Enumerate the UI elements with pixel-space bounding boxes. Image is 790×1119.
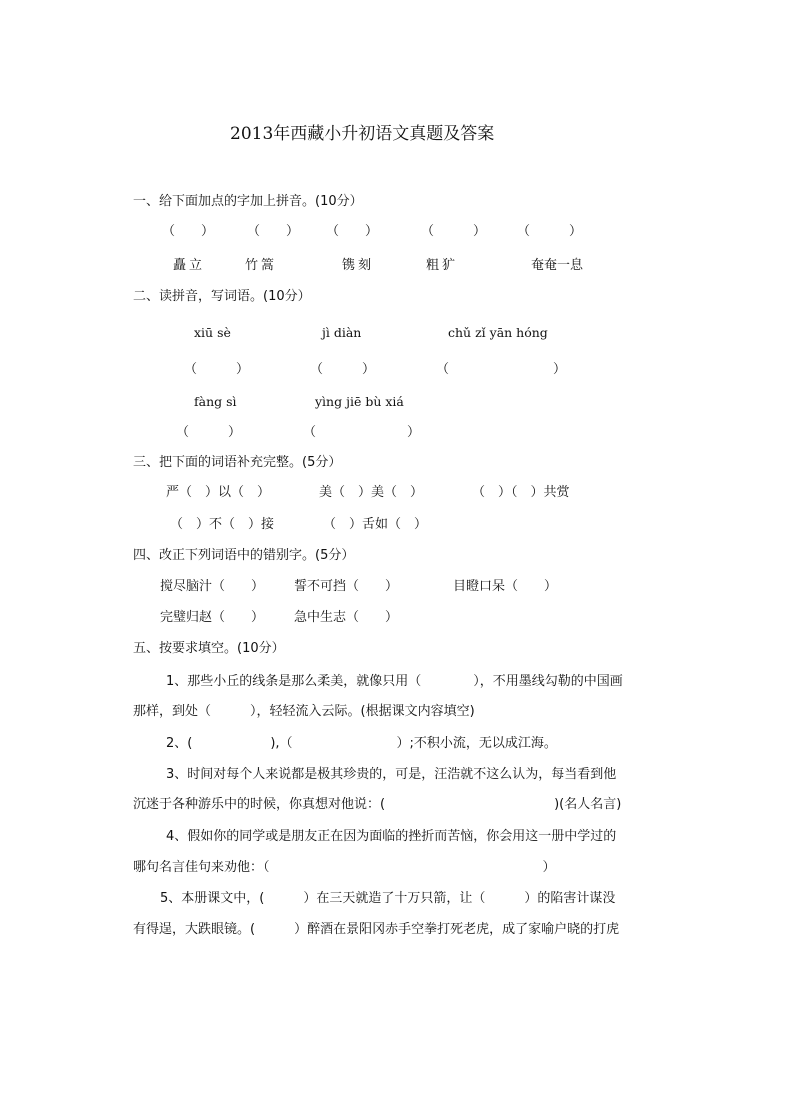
q1-blank: （ ） bbox=[247, 224, 300, 239]
q5-line: 2、( ),（ ）;不积小流，无以成江海。 bbox=[166, 736, 557, 751]
q2-blank: （ ） bbox=[310, 362, 376, 377]
q3-item: 严（ ）以（ ） bbox=[166, 485, 271, 500]
q3-item: （ ）舌如（ ） bbox=[323, 517, 428, 532]
q1-word: 矗立 bbox=[173, 258, 206, 273]
q1-blank: （ ） bbox=[517, 224, 583, 239]
q5-line: 有得逞，大跌眼镜。( ）醉酒在景阳冈赤手空拳打死老虎，成了家喻户晓的打虎 bbox=[133, 922, 620, 937]
q5-line: 1、那些小丘的线条是那么柔美，就像只用（ ），不用墨线勾勒的中国画 bbox=[166, 674, 623, 689]
q4-heading: 四、改正下列词语中的错别字。(5分） bbox=[133, 548, 355, 563]
q2-blank: （ ） bbox=[184, 362, 250, 377]
q5-line: 4、假如你的同学或是朋友正在因为面临的挫折而苦恼，你会用这一册中学过的 bbox=[166, 829, 617, 844]
q1-word: 粗犷 bbox=[426, 258, 459, 273]
q5-heading: 五、按要求填空。(10分） bbox=[133, 641, 285, 656]
q4-item: 急中生志（ ） bbox=[294, 610, 399, 625]
q4-item: 完璧归赵（ ） bbox=[160, 610, 265, 625]
q5-line: 5、本册课文中，( ）在三天就造了十万只箭，让（ ）的陷害计谋没 bbox=[160, 891, 616, 906]
q2-heading: 二、读拼音，写词语。(10分） bbox=[133, 289, 311, 304]
q1-blank: （ ） bbox=[421, 224, 487, 239]
q4-item: 目瞪口呆（ ） bbox=[453, 579, 558, 594]
q5-line: 沉迷于各种游乐中的时候，你真想对他说：( )(名人名言) bbox=[133, 797, 622, 812]
q2-blank: （ ） bbox=[436, 362, 567, 377]
q2-pinyin: fàng sì bbox=[194, 394, 237, 409]
q2-pinyin: xiū sè bbox=[194, 325, 231, 340]
q1-word: 竹篙 bbox=[245, 258, 278, 273]
q1-word: 奄奄一息 bbox=[531, 258, 584, 273]
q5-line: 3、时间对每个人来说都是极其珍贵的，可是，汪浩就不这么认为，每当看到他 bbox=[166, 767, 617, 782]
q1-blank: （ ） bbox=[326, 224, 379, 239]
q1-blank: （ ） bbox=[162, 224, 215, 239]
q3-item: （ ）不（ ）接 bbox=[170, 517, 275, 532]
q4-item: 誓不可挡（ ） bbox=[294, 579, 399, 594]
q1-word: 镌刻 bbox=[342, 258, 375, 273]
page-title: 2013年西藏小升初语文真题及答案 bbox=[230, 124, 495, 144]
q2-pinyin: chǔ zǐ yān hóng bbox=[448, 325, 548, 340]
q2-blank: （ ） bbox=[176, 425, 242, 440]
q5-line: 那样，到处（ ），轻轻流入云际。(根据课文内容填空) bbox=[133, 704, 475, 719]
q3-item: （ ）（ ）共赏 bbox=[472, 485, 570, 500]
q2-pinyin: yìng jiē bù xiá bbox=[315, 394, 404, 409]
q1-heading: 一、给下面加点的字加上拼音。(10分） bbox=[133, 194, 363, 209]
q5-line: 哪句名言佳句来劝他：（ ） bbox=[133, 860, 556, 875]
q4-item: 搅尽脑汁（ ） bbox=[160, 579, 265, 594]
q3-item: 美（ ）美（ ） bbox=[319, 485, 424, 500]
q2-pinyin: jì diàn bbox=[322, 325, 362, 340]
q3-heading: 三、把下面的词语补充完整。(5分） bbox=[133, 455, 342, 470]
q2-blank: （ ） bbox=[303, 425, 421, 440]
